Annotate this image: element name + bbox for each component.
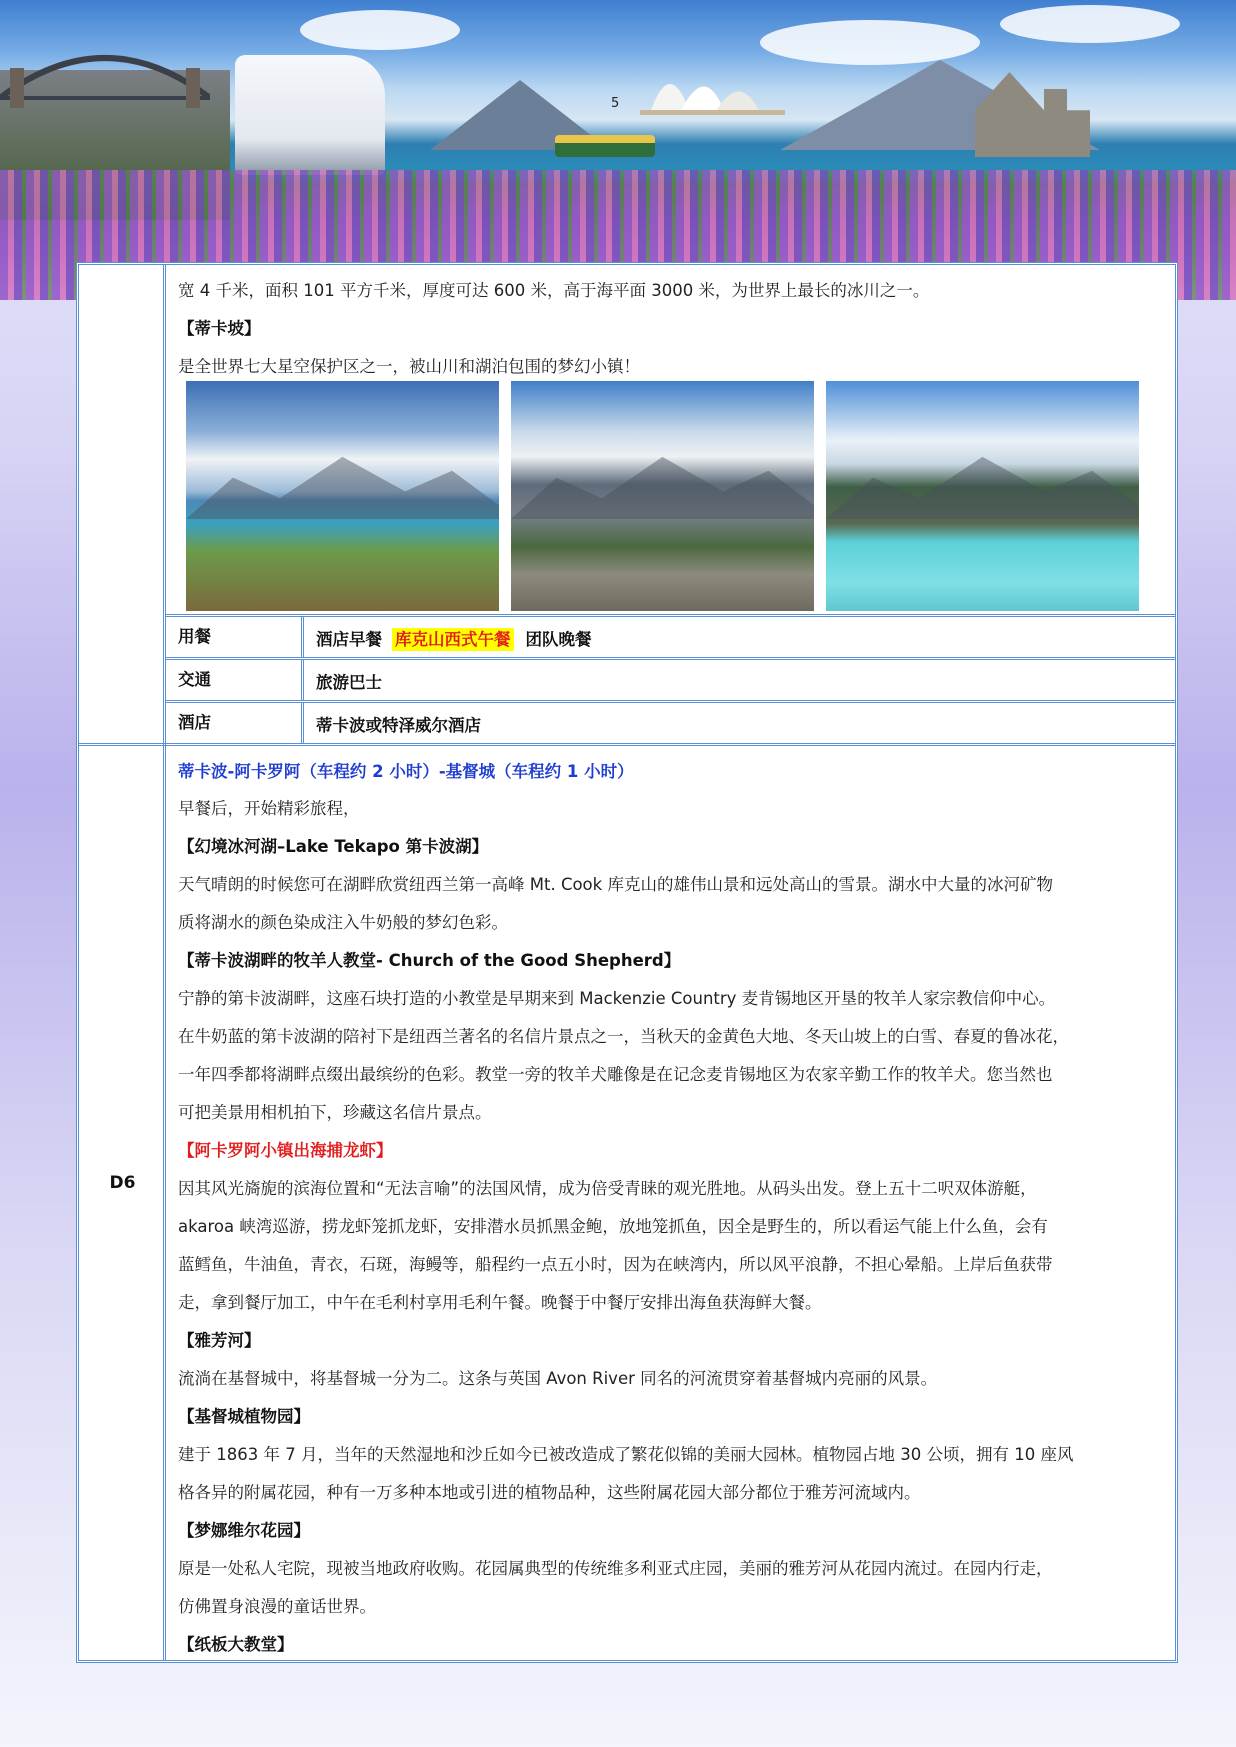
paragraph-line: 走，拿到餐厅加工，中午在毛利村享用毛利午餐。晚餐于中餐厅安排出海鱼获海鲜大餐。 <box>178 1293 822 1312</box>
paragraph-line: 仿佛置身浪漫的童话世界。 <box>178 1597 376 1616</box>
mountain-valley-photo <box>511 381 814 611</box>
ferry-image <box>555 135 655 157</box>
transport-label: 交通 <box>166 660 304 700</box>
opera-house-image <box>640 55 785 115</box>
section-title: 【梦娜维尔花园】 <box>178 1521 310 1540</box>
harbour-bridge-image <box>0 28 210 123</box>
hotel-value: 蒂卡波或特泽威尔酒店 <box>316 716 481 735</box>
paragraph-line: 在牛奶蓝的第卡波湖的陪衬下是纽西兰著名的名信片景点之一，当秋天的金黄色大地、冬天山坡上的白雪、春夏的鲁冰花， <box>178 1027 1069 1046</box>
section-heading: 【蒂卡坡】 <box>178 319 261 338</box>
page-number: 5 <box>611 96 620 111</box>
meal-breakfast: 酒店早餐 <box>316 630 382 649</box>
paragraph-line: 蓝鳕鱼，牛油鱼，青衣，石斑，海鳗等，船程约一点五小时，因为在峡湾内，所以风平浪静，不担心晕船。上岸后鱼获带 <box>178 1255 1053 1274</box>
section-title: 【纸板大教堂】 <box>178 1635 294 1654</box>
paragraph-line: 天气晴朗的时候您可在湖畔欣赏纽西兰第一高峰 Mt. Cook 库克山的雄伟山景和远处高山的雪景。湖水中大量的冰河矿物 <box>178 875 1053 894</box>
hotel-row <box>166 700 1175 743</box>
day-label: D6 <box>109 1173 136 1193</box>
meal-dinner: 团队晚餐 <box>525 630 592 649</box>
day-info-table <box>166 614 1175 743</box>
transport-row <box>166 657 1175 700</box>
meal-lunch-highlight: 库克山西式午餐 <box>392 628 514 651</box>
itinerary-table <box>76 262 1178 1663</box>
glacier-lake-photo <box>826 381 1139 611</box>
paragraph-line: 质将湖水的颜色染成注入牛奶般的梦幻色彩。 <box>178 913 508 932</box>
day-intro: 早餐后，开始精彩旅程， <box>178 799 360 818</box>
meals-row <box>166 614 1175 657</box>
section-title-highlight: 【阿卡罗阿小镇出海捕龙虾】 <box>178 1141 393 1160</box>
paragraph-line: 原是一处私人宅院，现被当地政府收购。花园属典型的传统维多利亚式庄园，美丽的雅芳河从花园内流过。在园内行走， <box>178 1559 1053 1578</box>
paragraph-line: 因其风光旖旎的滨海位置和“无法言喻”的法国风情，成为倍受青睐的观光胜地。从码头出发。登上五十二呎双体游艇， <box>178 1179 1037 1198</box>
itinerary-content <box>166 265 1175 1660</box>
lake-photo <box>186 381 499 611</box>
day-column <box>79 265 166 1660</box>
meals-label: 用餐 <box>166 617 304 657</box>
meals-value <box>316 626 592 650</box>
route-title: 蒂卡波-阿卡罗阿（车程约 2 小时）-基督城（车程约 1 小时） <box>178 762 634 781</box>
hotel-label: 酒店 <box>166 703 304 743</box>
section-title: 【雅芳河】 <box>178 1331 261 1350</box>
paragraph-line: 建于 1863 年 7 月，当年的天然湿地和沙丘如今已被改造成了繁花似锦的美丽大园林。植物园占地 30 公顷，拥有 10 座风 <box>178 1445 1074 1464</box>
section-title: 【基督城植物园】 <box>178 1407 310 1426</box>
section-title: 【幻境冰河湖–Lake Tekapo 第卡波湖】 <box>178 837 489 856</box>
header-banner <box>0 0 1236 300</box>
paragraph-line: 一年四季都将湖畔点缀出最缤纷的色彩。教堂一旁的牧羊犬雕像是在记念麦肯锡地区为农家辛勤工作的牧羊犬。您当然也 <box>178 1065 1053 1084</box>
cruise-ship-image <box>235 55 385 175</box>
paragraph-line: 宁静的第卡波湖畔，这座石块打造的小教堂是早期来到 Mackenzie Country 麦肯锡地区开垦的牧羊人家宗教信仰中心。 <box>178 989 1056 1008</box>
photo-gallery <box>186 381 1146 611</box>
paragraph-line: 流淌在基督城中，将基督城一分为二。这条与英国 Avon River 同名的河流贯穿着基督城内亮丽的风景。 <box>178 1369 938 1388</box>
paragraph-line: 可把美景用相机拍下，珍藏这名信片景点。 <box>178 1103 492 1122</box>
paragraph-line: 格各异的附属花园，种有一万多种本地或引进的植物品种，这些附属花园大部分都位于雅芳河流域内。 <box>178 1483 921 1502</box>
intro-line: 宽 4 千米，面积 101 平方千米，厚度可达 600 米，高于海平面 3000 米，为世界上最长的冰川之一。 <box>178 281 930 300</box>
paragraph-line: akaroa 峡湾巡游，捞龙虾笼抓龙虾，安排潜水员抓黑金鲍，放地笼抓鱼，因全是野生的，所以看运气能上什么鱼，会有 <box>178 1217 1048 1236</box>
transport-value: 旅游巴士 <box>316 673 382 692</box>
section-desc: 是全世界七大星空保护区之一，被山川和湖泊包围的梦幻小镇！ <box>178 357 640 376</box>
section-title: 【蒂卡波湖畔的牧羊人教堂- Church of the Good Shepherd】 <box>178 951 681 970</box>
